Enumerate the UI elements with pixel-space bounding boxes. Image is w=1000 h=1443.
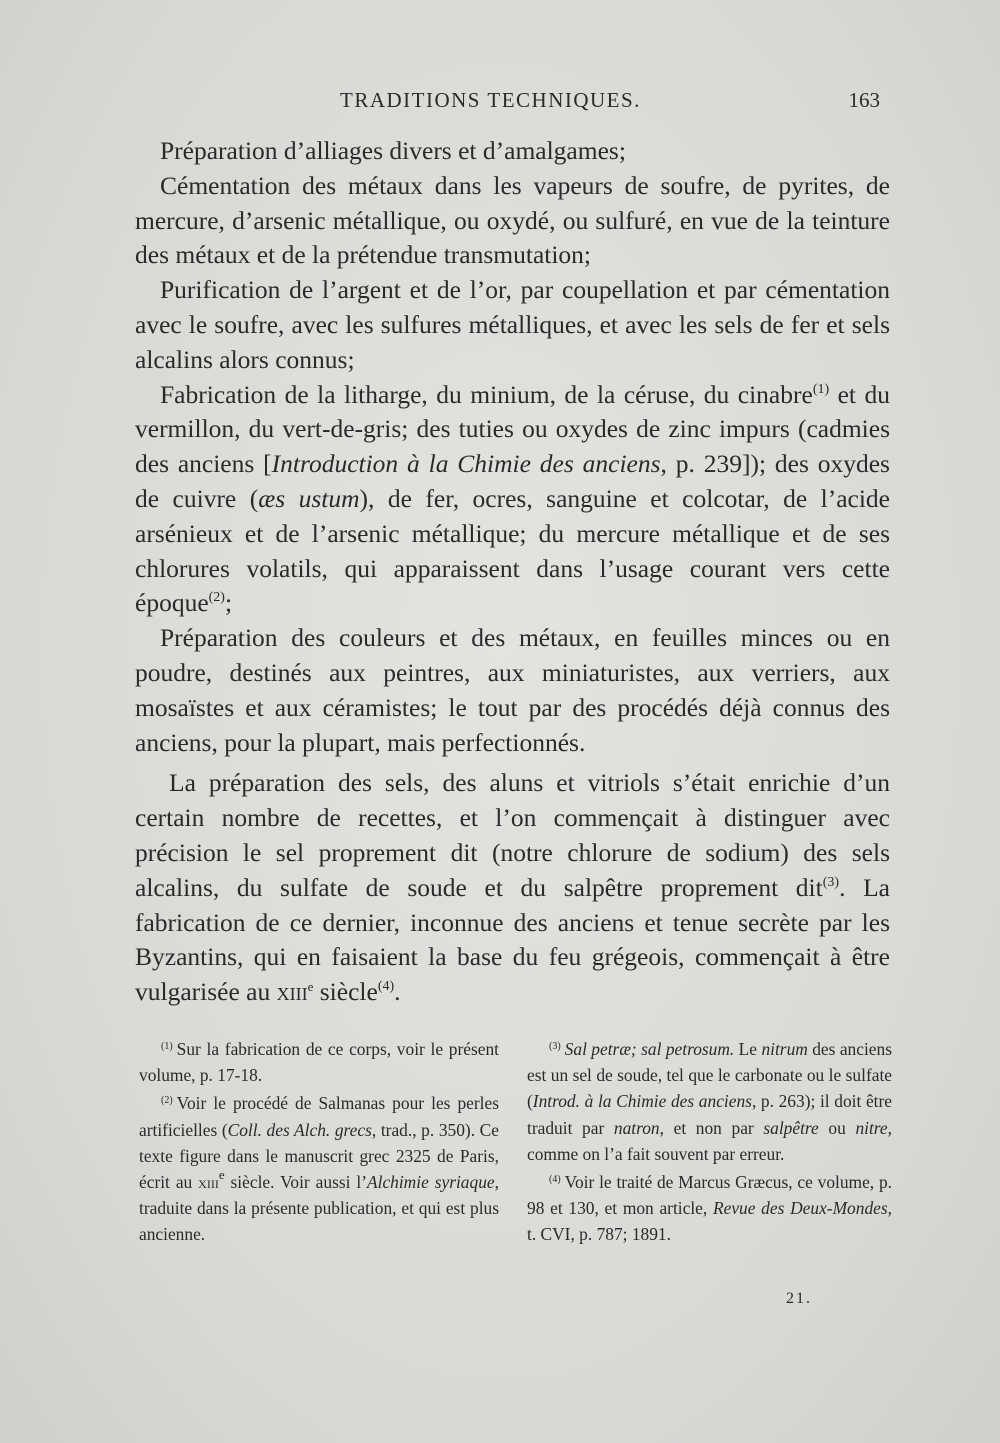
- text-run: , p. 239]); des oxydes de cuivre (: [135, 449, 890, 513]
- italic-term: nitrum: [761, 1039, 808, 1059]
- paragraph-alliages: Préparation d’alliages divers et d’amalgames;: [160, 136, 626, 165]
- text-run: siècle: [313, 977, 378, 1007]
- paragraph-fabrication: [135, 378, 890, 622]
- italic-title: Introd. à la Chimie des anciens: [532, 1091, 752, 1112]
- footnote-ref-1[interactable]: (1): [812, 381, 830, 397]
- italic-title: Introduction à la Chimie des anciens: [271, 449, 661, 479]
- footnote-ref-3[interactable]: (3): [822, 874, 840, 890]
- footnotes-left-column: [139, 1036, 499, 1250]
- text-run: , traduite dans la présente publication, et qui est plus ancienne.: [139, 1172, 499, 1245]
- text-run: , t. CVI, p. 787; 1891.: [527, 1198, 892, 1245]
- italic-term: æs ustum: [258, 483, 360, 513]
- footnote-mark-3: (3): [549, 1041, 561, 1052]
- italic-title: Revue des Deux-Mondes: [712, 1198, 888, 1219]
- footnote-mark-4: (4): [549, 1174, 561, 1186]
- footnote-mark-1: (1): [161, 1041, 173, 1052]
- text-run: , p. 263); il doit être traduit par: [527, 1091, 892, 1138]
- page-number: 163: [848, 88, 880, 112]
- footnotes-right-column: [527, 1036, 892, 1250]
- page-header: [135, 88, 890, 118]
- text-run: Voir le procédé de Salmanas pour les perles artificielles (: [139, 1093, 499, 1140]
- text-run: ou: [818, 1117, 856, 1138]
- footnote-2: [139, 1090, 499, 1247]
- century-superscript: e: [218, 1167, 225, 1183]
- signature-mark: 21.: [786, 1290, 812, 1307]
- italic-title: Coll. des Alch. grecs: [227, 1119, 372, 1140]
- italic-term: nitre: [855, 1117, 888, 1138]
- footnote-ref-2[interactable]: (2): [208, 590, 225, 606]
- footnote-text: Sur la fabrication de ce corps, voir le présent volume, p. 17-18.: [139, 1039, 499, 1086]
- footnote-ref-4[interactable]: (4): [377, 979, 395, 995]
- text-run: , et non par: [659, 1117, 764, 1138]
- text-run: ), de fer, ocres, sanguine et colcotar, de l’acide arsénieux et de l’arsenic métallique; du mercure métallique et de ses chlorures volatils, qui apparaissent dans l’usage courant vers cette époque: [135, 483, 891, 618]
- text-run: Fabrication de la litharge, du minium, de la céruse, du cinabre: [160, 379, 813, 409]
- text-run: , comme on l’a fait souvent par erreur.: [527, 1117, 892, 1164]
- text-run: .: [394, 977, 401, 1007]
- text-run: Le: [734, 1039, 762, 1059]
- text-run: La préparation des sels, des aluns et vitriols s’était enrichie d’un certain nombre de recettes, et l’on commençait à distinguer avec précision le sel proprement dit (notre chlorure de sodium) des sels alcalins, du sulfate de soude et du salpêtre proprement dit: [135, 768, 890, 902]
- text-run: Voir le traité de Marcus Græcus, ce volume, p. 98 et 130, et mon article,: [527, 1172, 892, 1219]
- footnote-4: [527, 1169, 892, 1248]
- footnote-3: [527, 1036, 892, 1167]
- footnote-mark-2: (2): [161, 1095, 173, 1107]
- century-numeral: xiii: [198, 1172, 219, 1193]
- paragraph-cementation: Cémentation des métaux dans les vapeurs de soufre, de pyrites, de mercure, d’arsenic métallique, ou oxydé, ou sulfuré, en vue de la teinture des métaux et de la prétendue transmutation;: [135, 170, 890, 270]
- italic-title: Alchimie syriaque: [366, 1172, 495, 1193]
- footnote-1: [139, 1036, 499, 1088]
- paragraph-sels: [135, 766, 890, 1010]
- text-run: siècle. Voir aussi l’: [224, 1172, 367, 1193]
- italic-term: salpêtre: [763, 1117, 819, 1138]
- paragraph-purification: Purification de l’argent et de l’or, par coupellation et par cémentation avec le soufre, avec les sulfures métalliques, et avec les sels de fer et sels alcalins alors connus;: [135, 275, 890, 374]
- paragraph-couleurs: Préparation des couleurs et des métaux, en feuilles minces ou en poudre, destinés aux peintres, aux miniaturistes, aux verriers, aux mosaïstes et aux céramistes; le tout par des procédés déjà connus des anciens, pour la plupart, mais perfectionnés.: [135, 623, 890, 757]
- century-numeral: xiii: [276, 977, 308, 1007]
- main-text: [135, 134, 890, 1010]
- text-run: . La fabrication de ce dernier, inconnue des anciens et tenue secrète par les Byzantins, qui en faisaient la base du feu grégeois, commençait à être vulgarisée au: [135, 872, 890, 1007]
- text-run: des anciens est un sel de soude, tel que le carbonate ou le sulfate (: [527, 1039, 892, 1112]
- italic-term: natron: [613, 1117, 660, 1138]
- running-title: TRADITIONS TECHNIQUES.: [340, 88, 641, 112]
- century-superscript: e: [307, 979, 314, 995]
- text-run: et du vermillon, du vert-de-gris; des tuties ou oxydes de zinc impurs (cadmies des anciens [: [135, 379, 890, 479]
- italic-term: Sal petræ; sal petrosum.: [564, 1039, 735, 1059]
- text-run: ;: [224, 588, 233, 618]
- text-run: , trad., p. 350). Ce texte figure dans le manuscrit grec 2325 de Paris, écrit au: [139, 1119, 499, 1193]
